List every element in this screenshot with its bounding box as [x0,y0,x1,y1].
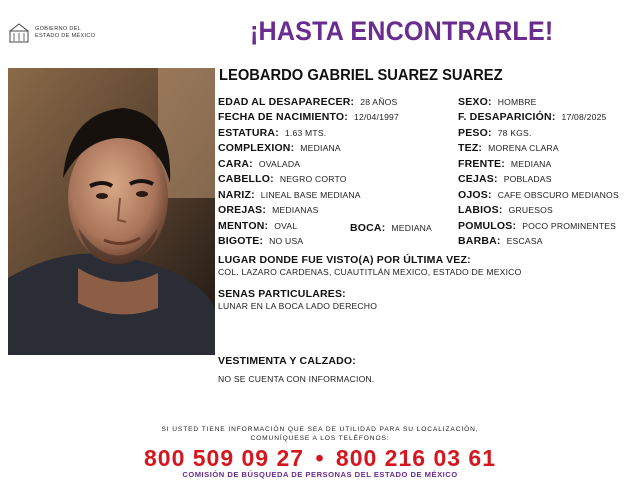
phone-number-1[interactable]: 800 509 09 27 [143,445,305,471]
location-label: LUGAR DONDE FUE VISTO(A) POR ÚLTIMA VEZ: [218,254,471,266]
logo-text [35,26,95,40]
frente-label: FRENTE: [458,158,505,170]
field-edad [218,96,397,108]
orejas-label: OREJAS: [218,204,267,216]
tez-label: TEZ: [458,142,483,154]
field-cabello [218,173,347,185]
government-logo [8,20,128,46]
pomulos-label: POMULOS: [458,220,517,232]
barba-value: ESCASA [506,236,543,246]
person-name: LEOBARDO GABRIEL SUAREZ SUAREZ [219,67,503,84]
field-sexo [458,96,537,108]
field-boca [350,222,432,234]
cara-value: OVALADA [258,159,301,169]
field-estatura [218,127,326,139]
field-orejas [218,204,319,216]
tez-value: MORENA CLARA [488,143,559,153]
menton-label: MENTON: [218,220,269,232]
boca-label: BOCA: [350,222,386,234]
footer-note [0,425,640,443]
logo-line-1: GOBIERNO DEL [35,26,82,32]
desaparicion-label: F. DESAPARICIÓN: [458,111,556,123]
coat-of-arms-icon [8,22,30,44]
headline: ¡HASTA ENCONTRARLE! [250,16,554,46]
ojos-value: CAFE OBSCURO MEDIANOS [497,190,619,200]
pomulos-value: POCO PROMINENTES [522,221,617,231]
sexo-value: HOMBRE [497,97,537,107]
peso-value: 78 KGS. [497,128,532,138]
edad-value: 28 AÑOS [360,97,398,107]
barba-label: BARBA: [458,235,501,247]
estatura-label: ESTATURA: [218,127,279,139]
field-bigote [218,235,303,247]
labios-label: LABIOS: [458,204,503,216]
bigote-label: BIGOTE: [218,235,264,247]
frente-value: MEDIANA [510,159,552,169]
person-photo [8,68,215,355]
orejas-value: MEDIANAS [272,205,319,215]
nacimiento-label: FECHA DE NACIMIENTO: [218,111,348,123]
phone-separator: • [315,445,325,471]
field-labios [458,204,553,216]
bigote-value: NO USA [269,236,304,246]
boca-value: MEDIANA [391,223,432,233]
peso-label: PESO: [458,127,492,139]
location-value: COL. LAZARO CARDENAS, CUAUTITLÁN MEXICO, ESTADO DE MEXICO [218,267,522,277]
footer-note-line-2: COMUNÍQUESE A LOS TELÉFONOS: [250,435,390,442]
menton-value: OVAL [274,221,298,231]
nariz-label: NARIZ: [218,189,255,201]
cara-label: CARA: [218,158,253,170]
clothing-value: NO SE CUENTA CON INFORMACION. [218,374,375,384]
cejas-label: CEJAS: [458,173,498,185]
field-pomulos [458,220,616,232]
phone-numbers [0,445,640,472]
commission-name: COMISIÓN DE BÚSQUEDA DE PERSONAS DEL ESTADO DE MÉXICO [182,470,458,479]
complexion-label: COMPLEXION: [218,142,295,154]
cabello-label: CABELLO: [218,173,274,185]
cejas-value: POBLADAS [503,174,552,184]
edad-label: EDAD AL DESAPARECER: [218,96,355,108]
phone-number-2[interactable]: 800 216 03 61 [335,445,497,471]
field-barba [458,235,543,247]
ojos-label: OJOS: [458,189,492,201]
complexion-value: MEDIANA [300,143,341,153]
field-cejas [458,173,552,185]
field-nariz [218,189,361,201]
nacimiento-value: 12/04/1997 [354,112,400,122]
field-nacimiento [218,111,399,123]
sexo-label: SEXO: [458,96,492,108]
field-desaparicion [458,111,607,123]
field-cara [218,158,300,170]
cabello-value: NEGRO CORTO [279,174,347,184]
desaparicion-value: 17/08/2025 [561,112,607,122]
field-frente [458,158,551,170]
field-complexion [218,142,341,154]
clothing-label: VESTIMENTA Y CALZADO: [218,355,356,367]
field-ojos [458,189,619,201]
field-menton [218,220,297,232]
field-peso [458,127,532,139]
estatura-value: 1.63 MTS. [284,128,327,138]
labios-value: GRUESOS [508,205,553,215]
footer-note-line-1: SI USTED TIENE INFORMACIÓN QUE SEA DE UTILIDAD PARA SU LOCALIZACIÓN, [161,426,479,433]
nariz-value: LINEAL BASE MEDIANA [260,190,361,200]
logo-line-2: ESTADO DE MÉXICO [35,33,96,39]
marks-label: SENAS PARTICULARES: [218,288,346,300]
field-tez [458,142,559,154]
marks-value: LUNAR EN LA BOCA LADO DERECHO [218,301,378,311]
